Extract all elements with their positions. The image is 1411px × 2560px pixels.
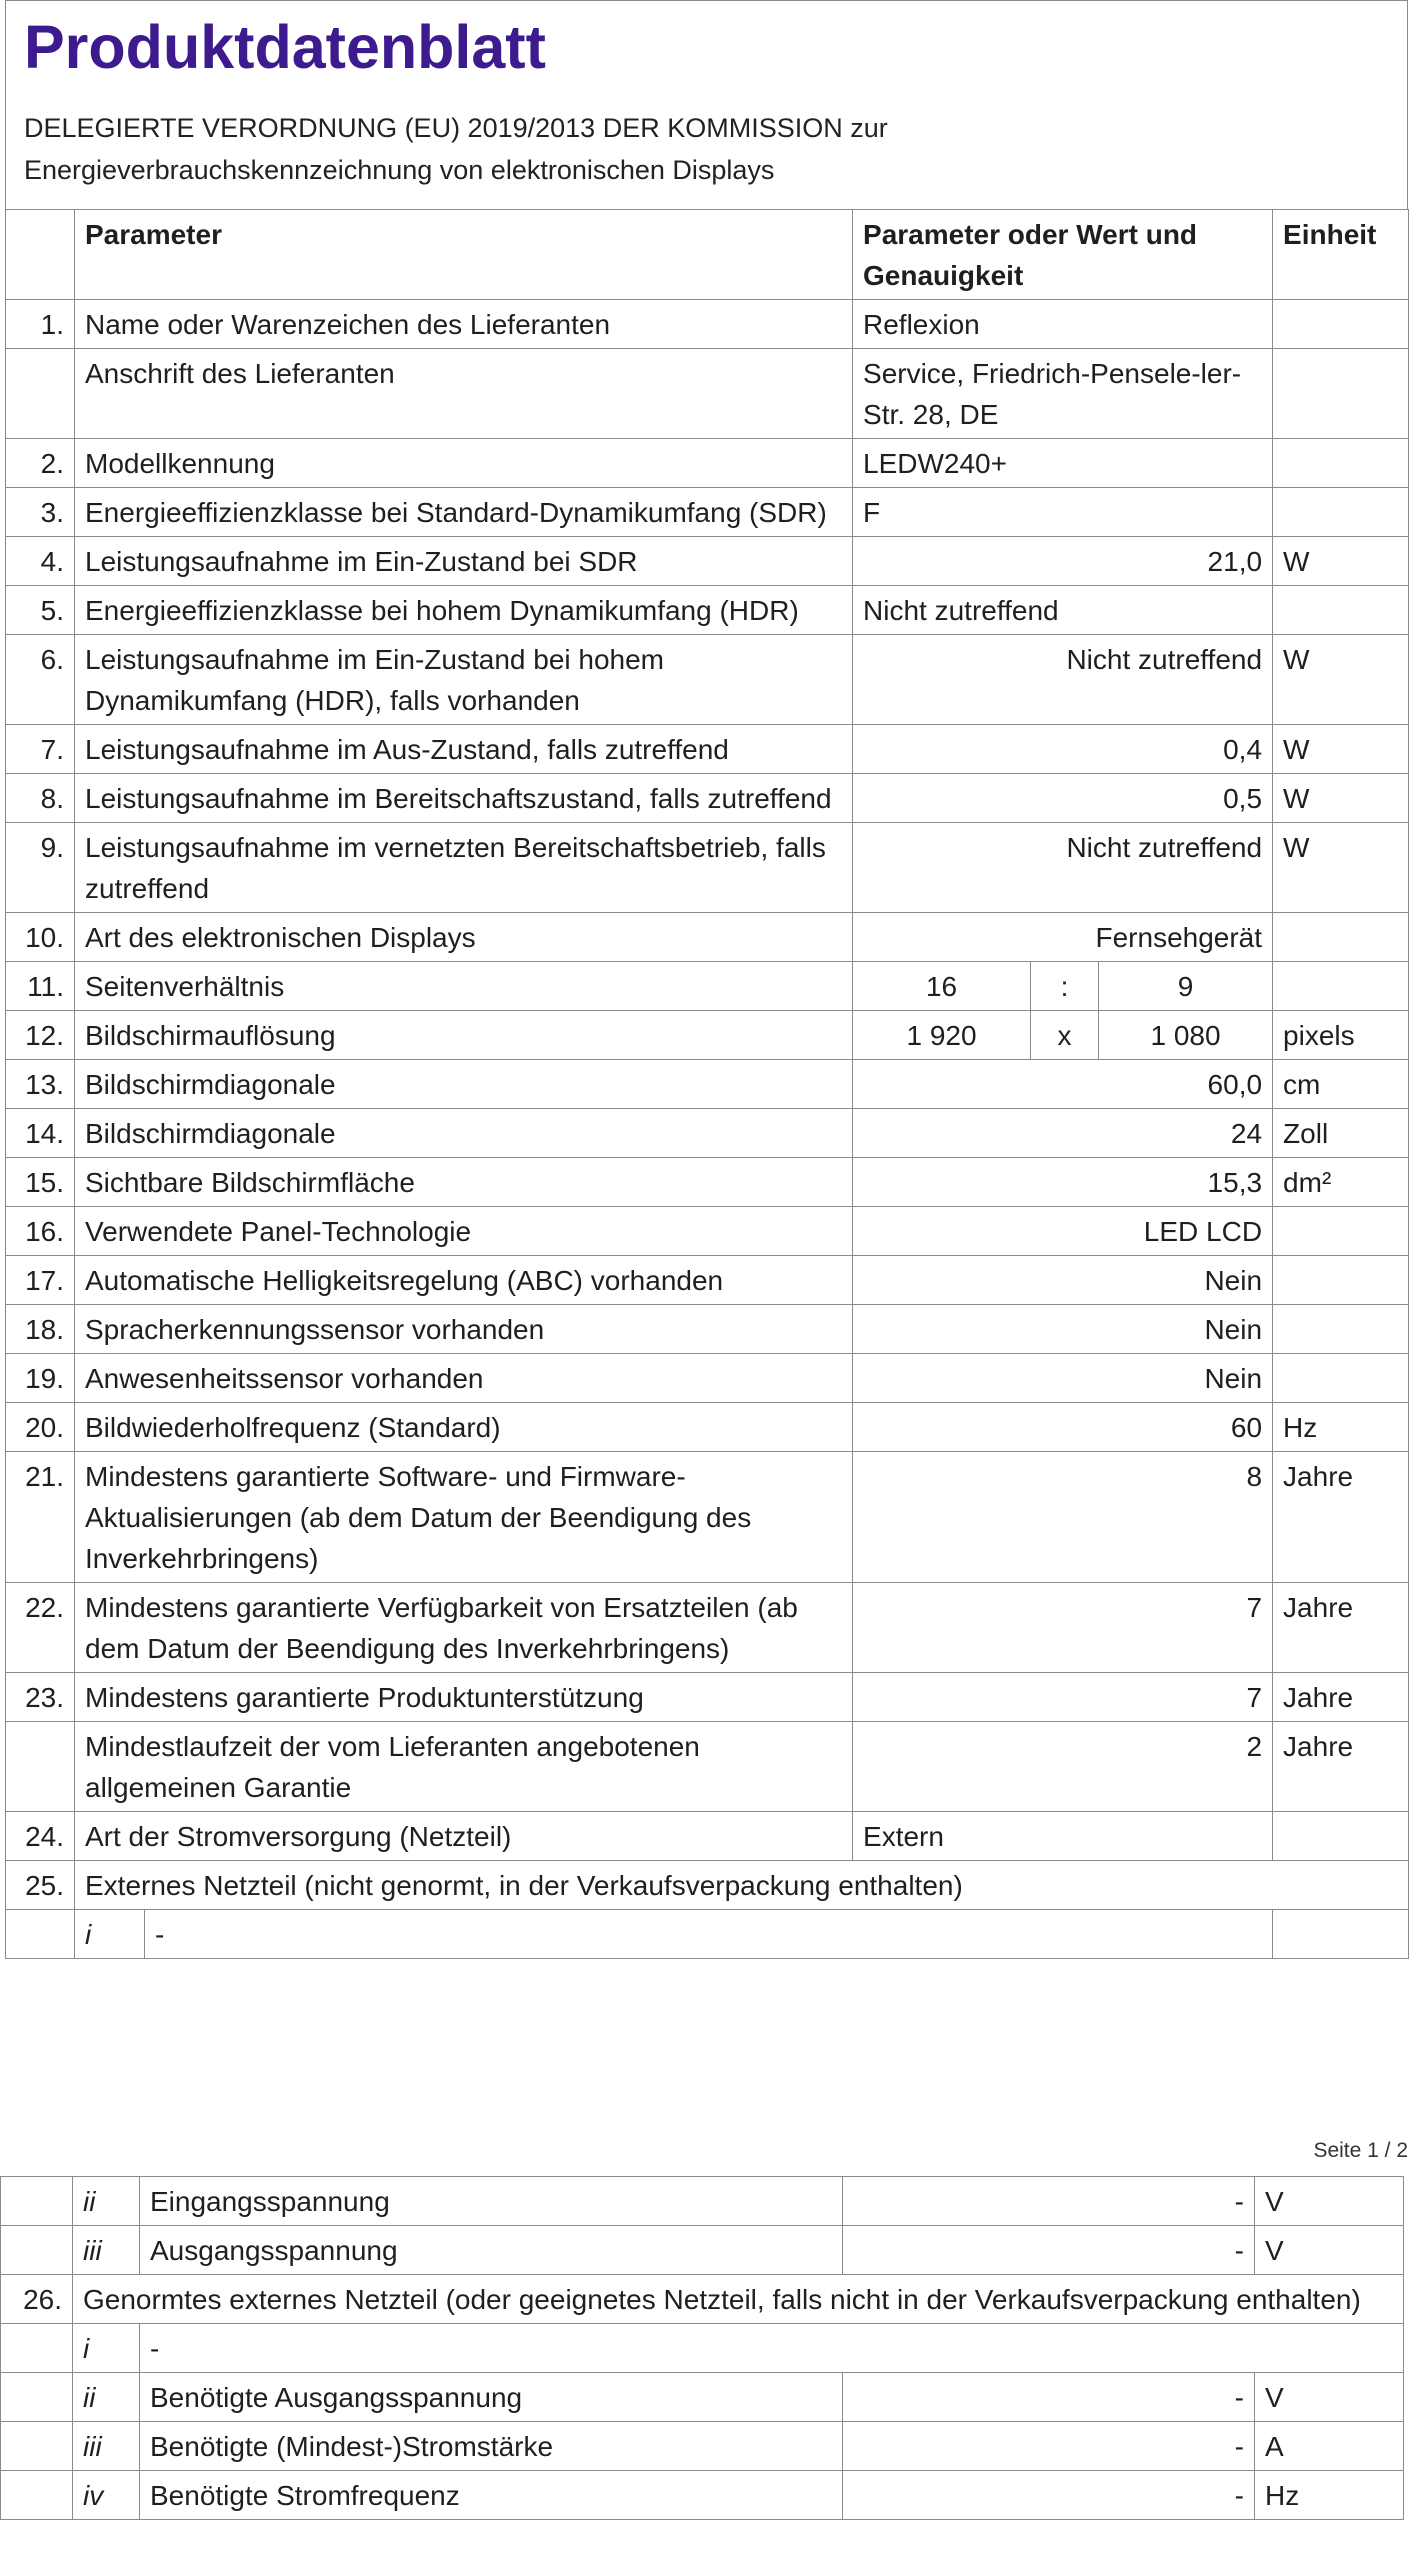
regulation-subtitle xyxy=(24,107,1389,191)
aspect-separator: : xyxy=(1031,962,1099,1011)
table-row xyxy=(6,1722,1409,1812)
row-label: - xyxy=(140,2324,1404,2373)
table-row xyxy=(6,1403,1409,1452)
row-number: 1. xyxy=(6,300,75,349)
row-unit: cm xyxy=(1273,1060,1409,1109)
table-row xyxy=(6,439,1409,488)
row-number: 14. xyxy=(6,1109,75,1158)
row-unit: Jahre xyxy=(1273,1452,1409,1583)
row-number: 19. xyxy=(6,1354,75,1403)
row-label: Energieeffizienzklasse bei hohem Dynamikumfang (HDR) xyxy=(75,586,853,635)
row-label: - xyxy=(145,1910,1273,1959)
row-value: 15,3 xyxy=(853,1158,1273,1207)
page-2 xyxy=(0,2176,1403,2520)
header xyxy=(5,0,1408,209)
parameter-table xyxy=(5,209,1409,1959)
row-value: 0,5 xyxy=(853,774,1273,823)
row-label: Art der Stromversorgung (Netzteil) xyxy=(75,1812,853,1861)
row-unit: V xyxy=(1255,2373,1404,2422)
row-label: Anwesenheitssensor vorhanden xyxy=(75,1354,853,1403)
row-number: 22. xyxy=(6,1583,75,1673)
sub-item-numeral: ii xyxy=(73,2177,140,2226)
row-unit: A xyxy=(1255,2422,1404,2471)
row-value: 60 xyxy=(853,1403,1273,1452)
row-value: 7 xyxy=(853,1583,1273,1673)
header-value: Parameter oder Wert und Genauigkeit xyxy=(853,210,1273,300)
row-value: - xyxy=(843,2373,1255,2422)
table-row xyxy=(6,537,1409,586)
row-unit: Hz xyxy=(1255,2471,1404,2520)
table-row xyxy=(6,586,1409,635)
table-row xyxy=(6,1011,1409,1060)
row-label: Leistungsaufnahme im vernetzten Bereitschaftsbetrieb, falls zutreffend xyxy=(75,823,853,913)
table-row xyxy=(1,2177,1404,2226)
table-row xyxy=(6,725,1409,774)
row-value: - xyxy=(843,2177,1255,2226)
table-row xyxy=(6,1109,1409,1158)
table-row xyxy=(6,1583,1409,1673)
row-value: Nein xyxy=(853,1256,1273,1305)
row-label: Name oder Warenzeichen des Lieferanten xyxy=(75,300,853,349)
table-row xyxy=(6,1207,1409,1256)
row-number: 3. xyxy=(6,488,75,537)
page-number: Seite 1 / 2 xyxy=(1313,2139,1408,2162)
row-unit: Jahre xyxy=(1273,1583,1409,1673)
row-unit: V xyxy=(1255,2226,1404,2275)
row-value: Service, Friedrich-Pensele-ler-Str. 28, DE xyxy=(853,349,1273,439)
row-number: 23. xyxy=(6,1673,75,1722)
row-number: 26. xyxy=(1,2275,73,2324)
subtitle-line-1: DELEGIERTE VERORDNUNG (EU) 2019/2013 DER KOMMISSION zur xyxy=(24,113,888,143)
row-value: 21,0 xyxy=(853,537,1273,586)
table-row xyxy=(6,635,1409,725)
row-label: Art des elektronischen Displays xyxy=(75,913,853,962)
sub-item-numeral: iii xyxy=(73,2422,140,2471)
row-unit: W xyxy=(1273,635,1409,725)
row-value: LEDW240+ xyxy=(853,439,1273,488)
row-label: Sichtbare Bildschirmfläche xyxy=(75,1158,853,1207)
row-number: 16. xyxy=(6,1207,75,1256)
table-row xyxy=(6,300,1409,349)
parameter-table-continued xyxy=(0,2176,1404,2520)
table-row xyxy=(6,1158,1409,1207)
sub-item-numeral: i xyxy=(73,2324,140,2373)
table-row xyxy=(1,2275,1404,2324)
row-value: F xyxy=(853,488,1273,537)
row-label: Leistungsaufnahme im Aus-Zustand, falls zutreffend xyxy=(75,725,853,774)
row-label: Modellkennung xyxy=(75,439,853,488)
table-row xyxy=(6,1910,1409,1959)
table-row xyxy=(1,2226,1404,2275)
row-label: Ausgangsspannung xyxy=(140,2226,843,2275)
row-value: 24 xyxy=(853,1109,1273,1158)
table-row xyxy=(6,1812,1409,1861)
resolution-separator: x xyxy=(1031,1011,1099,1060)
row-number: 18. xyxy=(6,1305,75,1354)
row-value: 2 xyxy=(853,1722,1273,1812)
resolution-width: 1 920 xyxy=(853,1011,1031,1060)
row-value: Nicht zutreffend xyxy=(853,635,1273,725)
row-unit: W xyxy=(1273,725,1409,774)
table-row xyxy=(6,1354,1409,1403)
row-number: 13. xyxy=(6,1060,75,1109)
row-unit: pixels xyxy=(1273,1011,1409,1060)
subtitle-line-2: Energieverbrauchskennzeichnung von elektronischen Displays xyxy=(24,155,775,185)
row-unit: Hz xyxy=(1273,1403,1409,1452)
row-label: Benötigte Stromfrequenz xyxy=(140,2471,843,2520)
row-unit: Jahre xyxy=(1273,1722,1409,1812)
sub-item-numeral: iii xyxy=(73,2226,140,2275)
table-row xyxy=(6,1256,1409,1305)
row-label: Benötigte Ausgangsspannung xyxy=(140,2373,843,2422)
row-unit: W xyxy=(1273,774,1409,823)
row-label: Leistungsaufnahme im Bereitschaftszustand, falls zutreffend xyxy=(75,774,853,823)
aspect-width: 16 xyxy=(853,962,1031,1011)
resolution-height: 1 080 xyxy=(1099,1011,1273,1060)
row-label: Automatische Helligkeitsregelung (ABC) vorhanden xyxy=(75,1256,853,1305)
row-label: Seitenverhältnis xyxy=(75,962,853,1011)
row-label: Leistungsaufnahme im Ein-Zustand bei SDR xyxy=(75,537,853,586)
row-unit: W xyxy=(1273,823,1409,913)
row-number: 6. xyxy=(6,635,75,725)
row-unit: dm² xyxy=(1273,1158,1409,1207)
row-label: Mindestens garantierte Software- und Firmware-Aktualisierungen (ab dem Datum der Beendigung des Inverkehrbringens) xyxy=(75,1452,853,1583)
row-value: 0,4 xyxy=(853,725,1273,774)
row-label: Externes Netzteil (nicht genormt, in der Verkaufsverpackung enthalten) xyxy=(75,1861,1409,1910)
table-row xyxy=(6,488,1409,537)
row-value: Nicht zutreffend xyxy=(853,823,1273,913)
row-number: 15. xyxy=(6,1158,75,1207)
row-label: Spracherkennungssensor vorhanden xyxy=(75,1305,853,1354)
row-value: 8 xyxy=(853,1452,1273,1583)
row-number: 2. xyxy=(6,439,75,488)
row-value: - xyxy=(843,2471,1255,2520)
table-row xyxy=(1,2324,1404,2373)
row-number: 25. xyxy=(6,1861,75,1910)
row-number: 5. xyxy=(6,586,75,635)
row-number: 20. xyxy=(6,1403,75,1452)
row-label: Leistungsaufnahme im Ein-Zustand bei hohem Dynamikumfang (HDR), falls vorhanden xyxy=(75,635,853,725)
header-unit: Einheit xyxy=(1273,210,1409,300)
row-value: Fernsehgerät xyxy=(853,913,1273,962)
table-row xyxy=(1,2373,1404,2422)
row-label: Bildwiederholfrequenz (Standard) xyxy=(75,1403,853,1452)
row-label: Mindestens garantierte Produktunterstützung xyxy=(75,1673,853,1722)
row-label: Bildschirmauflösung xyxy=(75,1011,853,1060)
row-number: 24. xyxy=(6,1812,75,1861)
row-number: 11. xyxy=(6,962,75,1011)
row-value: 7 xyxy=(853,1673,1273,1722)
row-value: 60,0 xyxy=(853,1060,1273,1109)
product-datasheet xyxy=(5,0,1408,1959)
row-number: 12. xyxy=(6,1011,75,1060)
header-parameter: Parameter xyxy=(75,210,853,300)
table-row xyxy=(6,1060,1409,1109)
row-value: Nein xyxy=(853,1305,1273,1354)
row-value: Nicht zutreffend xyxy=(853,586,1273,635)
table-row xyxy=(1,2422,1404,2471)
row-unit: W xyxy=(1273,537,1409,586)
table-row xyxy=(6,774,1409,823)
row-label: Verwendete Panel-Technologie xyxy=(75,1207,853,1256)
row-number: 17. xyxy=(6,1256,75,1305)
row-label: Eingangsspannung xyxy=(140,2177,843,2226)
row-label: Energieeffizienzklasse bei Standard-Dynamikumfang (SDR) xyxy=(75,488,853,537)
table-row xyxy=(1,2471,1404,2520)
table-row xyxy=(6,349,1409,439)
row-unit: Jahre xyxy=(1273,1673,1409,1722)
row-value: Extern xyxy=(853,1812,1273,1861)
row-label: Mindestlaufzeit der vom Lieferanten angebotenen allgemeinen Garantie xyxy=(75,1722,853,1812)
row-label: Anschrift des Lieferanten xyxy=(75,349,853,439)
table-row xyxy=(6,913,1409,962)
row-value: Reflexion xyxy=(853,300,1273,349)
row-label: Mindestens garantierte Verfügbarkeit von Ersatzteilen (ab dem Datum der Beendigung des Inverkehrbringens) xyxy=(75,1583,853,1673)
sub-item-numeral: iv xyxy=(73,2471,140,2520)
row-number: 10. xyxy=(6,913,75,962)
row-number: 21. xyxy=(6,1452,75,1583)
row-number: 9. xyxy=(6,823,75,913)
row-unit: Zoll xyxy=(1273,1109,1409,1158)
table-row xyxy=(6,962,1409,1011)
table-row xyxy=(6,823,1409,913)
row-label: Genormtes externes Netzteil (oder geeignetes Netzteil, falls nicht in der Verkaufsverpackung enthalten) xyxy=(73,2275,1404,2324)
row-value: - xyxy=(843,2422,1255,2471)
row-value: LED LCD xyxy=(853,1207,1273,1256)
table-row xyxy=(6,1861,1409,1910)
row-number: 7. xyxy=(6,725,75,774)
aspect-height: 9 xyxy=(1099,962,1273,1011)
sub-item-numeral: i xyxy=(75,1910,145,1959)
row-value: - xyxy=(843,2226,1255,2275)
table-row xyxy=(6,1673,1409,1722)
table-row xyxy=(6,1305,1409,1354)
row-number: 4. xyxy=(6,537,75,586)
row-value: Nein xyxy=(853,1354,1273,1403)
row-label: Benötigte (Mindest-)Stromstärke xyxy=(140,2422,843,2471)
table-header-row xyxy=(6,210,1409,300)
row-unit: V xyxy=(1255,2177,1404,2226)
table-row xyxy=(6,1452,1409,1583)
sub-item-numeral: ii xyxy=(73,2373,140,2422)
row-label: Bildschirmdiagonale xyxy=(75,1109,853,1158)
page-title: Produktdatenblatt xyxy=(24,13,546,81)
row-label: Bildschirmdiagonale xyxy=(75,1060,853,1109)
row-number: 8. xyxy=(6,774,75,823)
